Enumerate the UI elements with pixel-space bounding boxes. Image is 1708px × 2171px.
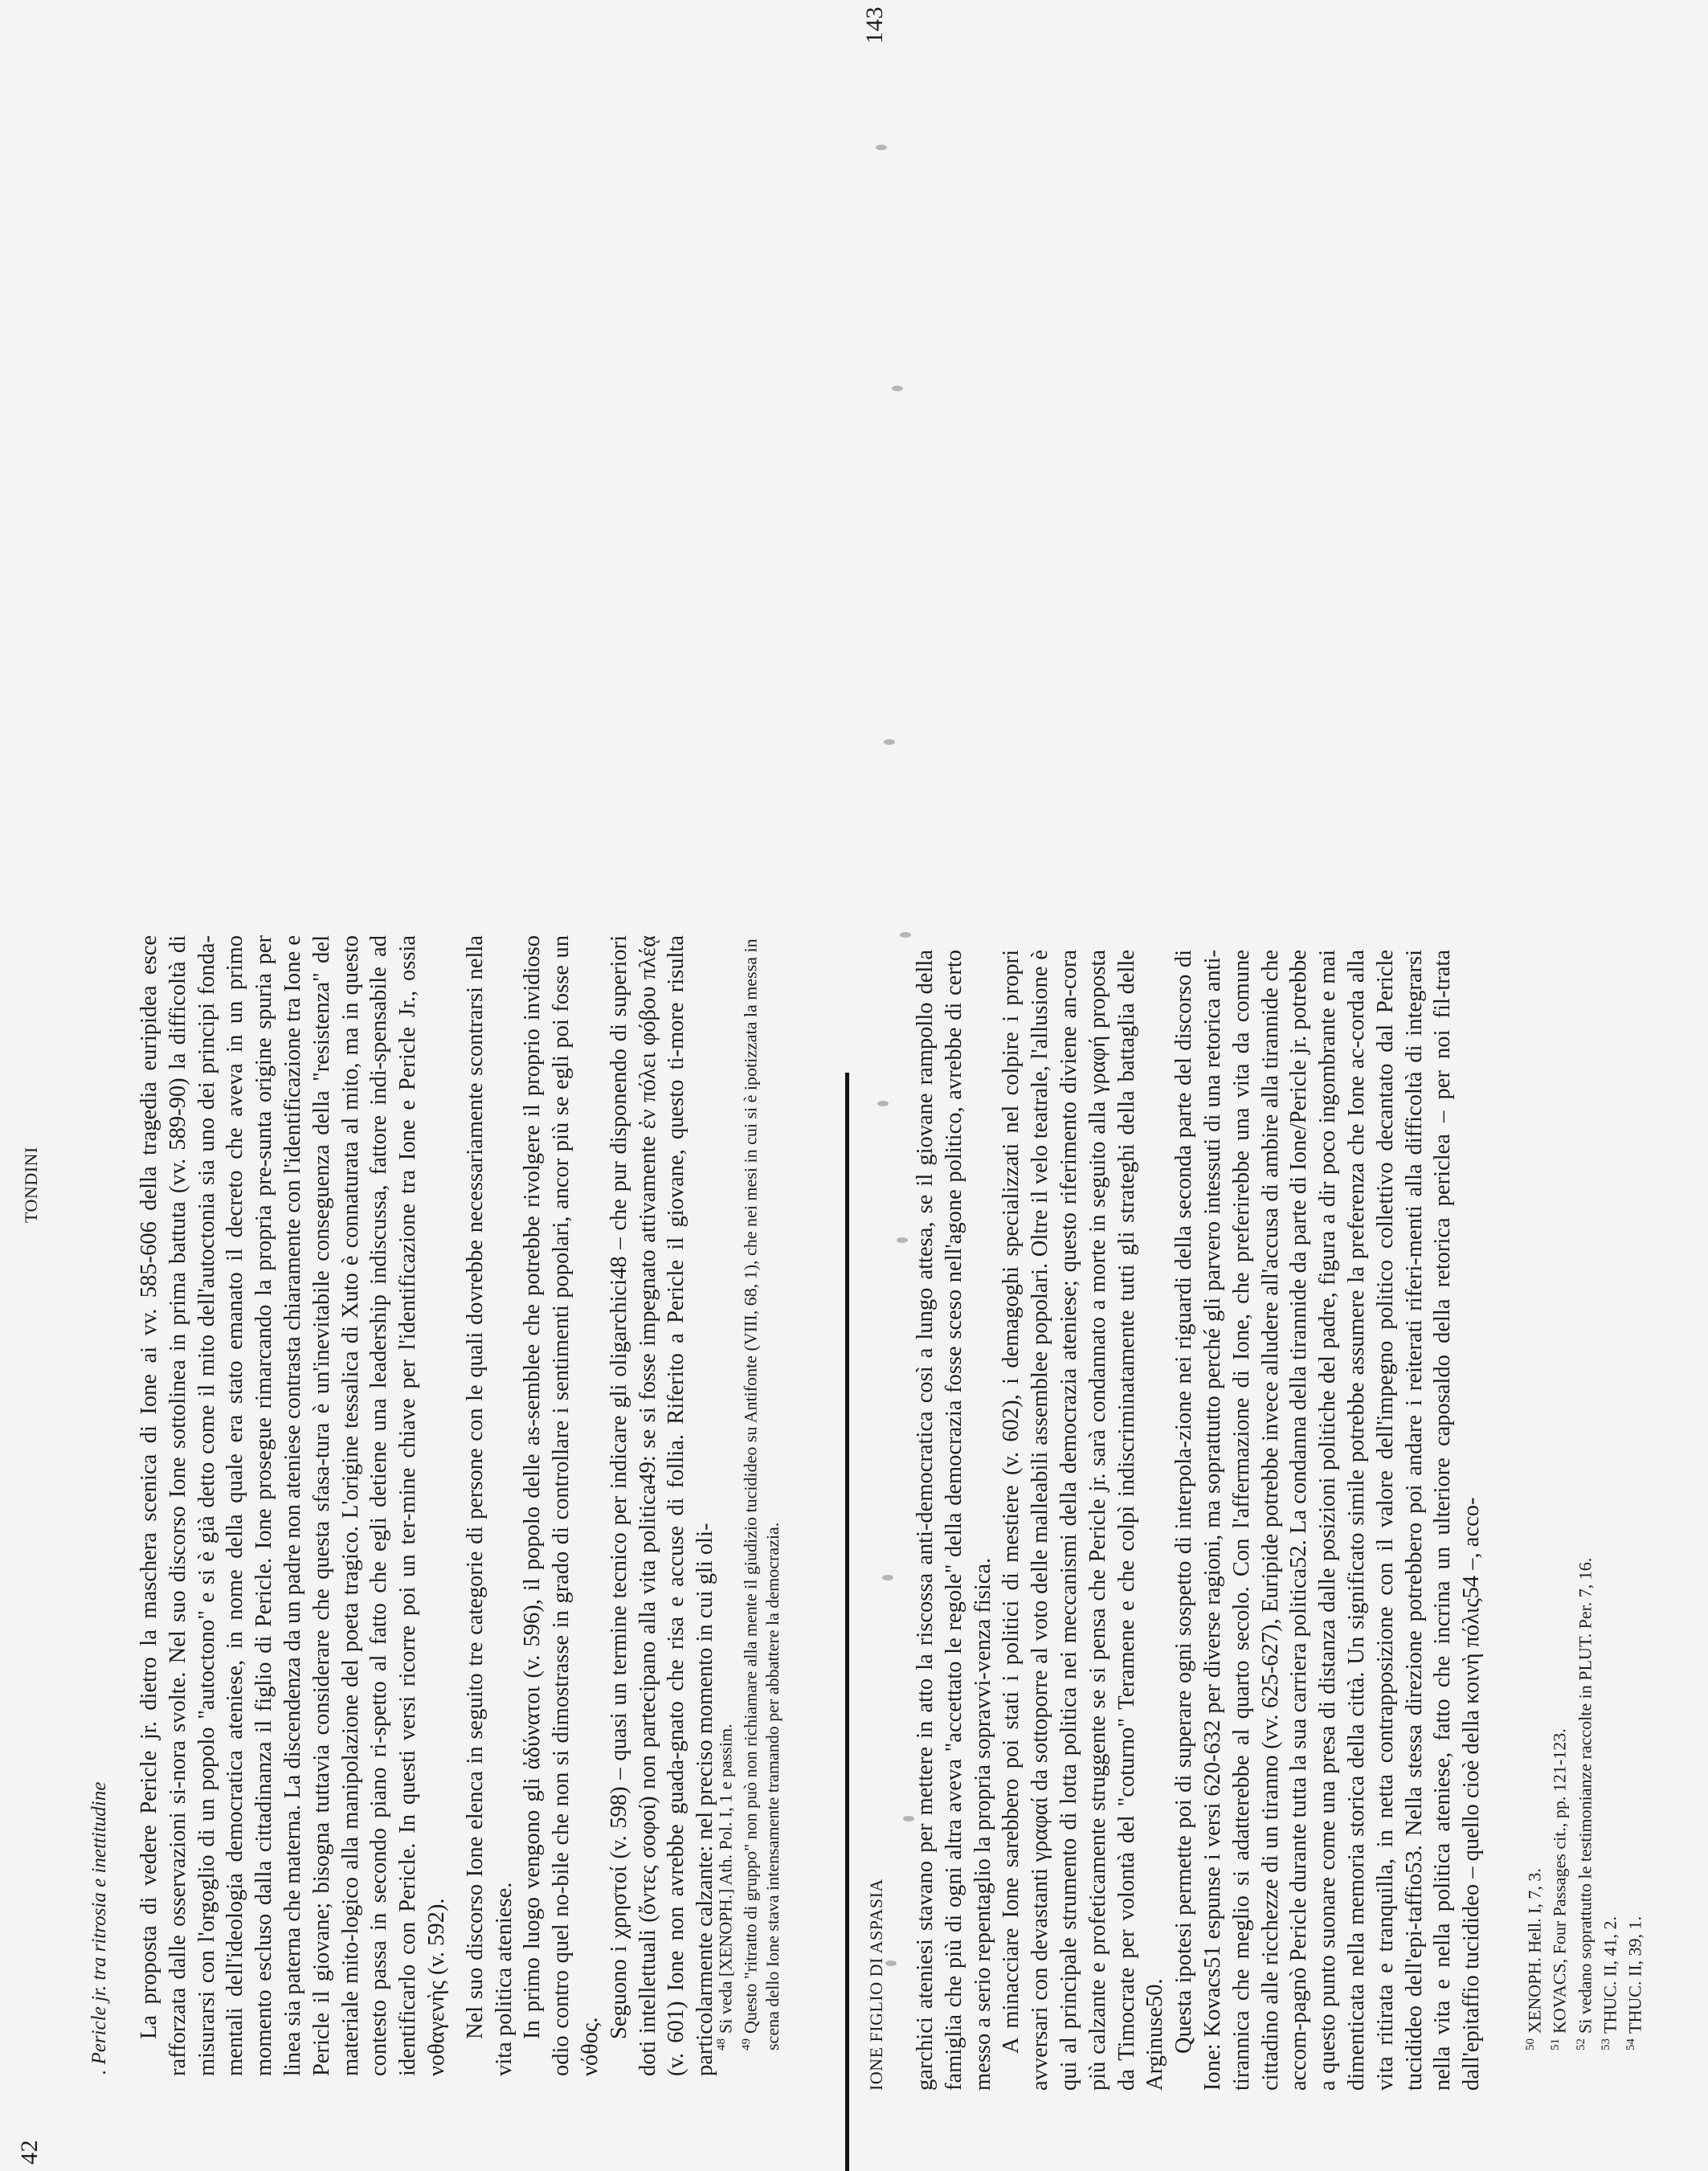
page-number: 143: [861, 6, 888, 44]
running-title: IONE FIGLIO DI ASPASIA: [866, 1879, 886, 2091]
page-143: [845, 0, 1708, 2171]
paragraph: Seguono i χρηστοί (v. 598) – quasi un termine tecnico per indicare gli oligarchici48 – che pur disponendo di superiori doti intellettuali (ὄντες σοφοί) non partecipano alla vita politica49: se si fosse impegnato attivamente ἐν πόλει φόβου πλέᾳ (v. 601) Ione non avrebbe guada-gnato che risa e accuse di follia. Riferito a Pericle il giovane, questo ti-more risulta particolarmente calzante: nel preciso momento in cui gli oli-: [606, 935, 718, 2076]
page-number: 42: [16, 2140, 43, 2165]
section-title: . Pericle jr. tra ritrosia e inettitudine: [88, 1781, 110, 2075]
footnote: $^{51}$KOVACS, Four Passages cit., pp. 121-123.: [1549, 1728, 1570, 2050]
running-title: TONDINI: [21, 1147, 41, 1223]
body-text: [135, 935, 720, 2076]
paragraph: La proposta di vedere Pericle jr. dietro la maschera scenica di Ione ai vv. 585-606 della tragedia euripidea esce rafforzata dalle osservazioni si-nora svolte. Nel suo discorso Ione sottolinea in prima battuta (vv. 589-90) la difficoltà di misurarsi con l'orgoglio di un popolo "autoctono" e si è già detto come il mito dell'autoctonia sia uno dei principi fonda-mentali dell'ideologia democratica ateniese, in nome della quale era stato emanato il decreto che aveva in un primo momento escluso dalla cittadinanza il figlio di Pericle. Ione prosegue rimarcando la propria pre-sunta origine spuria per linea sia paterna che materna. La discendenza da un padre non ateniese contrasta chiaramente con l'identificazione tra Ione e Pericle il giovane; bisogna tuttavia considerare che questa sfasa-tura è un'inevitabile conseguenza della "resistenza" del materiale mito-logico alla manipolazione del poeta tragico. L'origine tessalica di Xuto è connaturata al mito, ma in questo contesto passa in secondo piano ri-spetto al fatto che egli detiene una leadership indiscussa, fattore indi-spensabile ad identificarlo con Pericle. In questi versi ricorre poi un ter-mine chiave per l'identificazione tra Ione e Pericle Jr., ossia νοθαγενὴς (v. 592).: [137, 935, 449, 2076]
footnote: $^{54}$THUC. II, 39, 1.: [1624, 1915, 1645, 2050]
footnote: $^{50}$XENOPH. Hell. I, 7, 3.: [1524, 1868, 1545, 2050]
footnotes: [711, 926, 783, 2050]
footnotes: [1520, 926, 1646, 2050]
body-text: [911, 950, 1486, 2091]
page-42: [0, 0, 845, 2171]
running-head-left: [16, 0, 43, 2171]
paragraph: Questa ipotesi permette poi di superare ogni sospetto di interpola-zione nei riguardi della seconda parte del discorso di Ione: Kovacs51 espunse i versi 620-632 per diverse ragioni, ma soprattutto perché gli parvero intessuti di una retorica anti-tirannica che meglio si adatterebbe al quarto secolo. Con l'affermazione di Ione, che preferirebbe una vita da comune cittadino alle ricchezze di un tiranno (vv. 625-627), Euripide potrebbe invece alludere all'accusa di ambire alla tirannide che accom-pagnò Pericle durante tutta la sua carriera politica52. La condanna della tirannide da parte di Ione/Pericle jr. potrebbe a questo punto suonare come una presa di distanza dalle posizioni politiche del padre, figura a dir poco ingombrante e mai dimenticata nella memoria storica della città. Un significato simile potrebbe assumere la preferenza che Ione ac-corda alla vita ritirata e tranquilla, in netta contrapposizione con il valore dell'impegno politico collettivo decantato dal Pericle tucidideo dell'epi-taffio53. Nella stessa direzione potrebbero poi andare i reiterati riferi-menti alla difficoltà di integrarsi nella vita e nella politica ateniese, fatto che incrina un ulteriore caposaldo della retorica periclea – per noi fil-trata dall'epitaffio tucidideo – quello cioè della κοινὴ πόλις54 –, acco-: [1171, 950, 1485, 2091]
paragraph: In primo luogo vengono gli ἀδύνατοι (v. 596), il popolo delle as-semblee che potrebbe rivolgere il proprio invidioso odio contro quel no-bile che non si dimostrasse in grado di controllare i sentimenti popolari, ancor più se egli poi fosse un νόθος.: [520, 935, 603, 2076]
paragraph: Nel suo discorso Ione elenca in seguito tre categorie di persone con le quali dovrebbe necessariamente scontrarsi nella vita politica ateniese.: [462, 935, 517, 2076]
footnote: $^{52}$Si vedano soprattutto le testimonianze raccolte in PLUT. Per. 7, 16.: [1574, 1557, 1595, 2050]
paragraph: A minacciare Ione sarebbero poi stati i politici di mestiere (v. 602), i demagoghi specializzati nel colpire i propri avversari con devastanti γραφαί da sottoporre al voto delle malleabili assemblee popolari. Oltre il velo teatrale, l'allusione è qui al principale strumento di lotta politica nei meccanismi della democrazia ateniese; questo riferimento diviene an-cora più calzante e profeticamente struggente se si pensa che Pericle jr. sarà condannato a morte in seguito alla γραφή proposta da Timocrate per volontà del "coturno" Teramene e che colpì indiscriminatamente tutti gli strateghi della battaglia delle Arginuse50.: [999, 950, 1168, 2091]
footnote: $^{48}$Si veda [XENOPH.] Ath. Pol. I, 1 e passim.: [715, 1723, 736, 2050]
footnote: $^{53}$THUC. II, 41, 2.: [1599, 1915, 1620, 2050]
running-head-right: [861, 0, 889, 2171]
footnote: $^{49}$Questo "ritratto di gruppo" non può non richiamare alla mente il giudizio tucidideo su Antifonte (VIII, 68, 1), che nei mesi in cui si è ipotizzata la messa in scena dello Ione stava intensamente tramando per abbattere la democrazia.: [740, 938, 782, 2050]
paragraph: garchici ateniesi stavano per mettere in atto la riscossa anti-democratica così a lungo attesa, se il giovane rampollo della famiglia che più di ogni altra aveva "accettato le regole" della democrazia fosse sceso nell'agone politico, avrebbe di certo messo a serio repentaglio la propria sopravvi-venza fisica.: [913, 950, 995, 2091]
